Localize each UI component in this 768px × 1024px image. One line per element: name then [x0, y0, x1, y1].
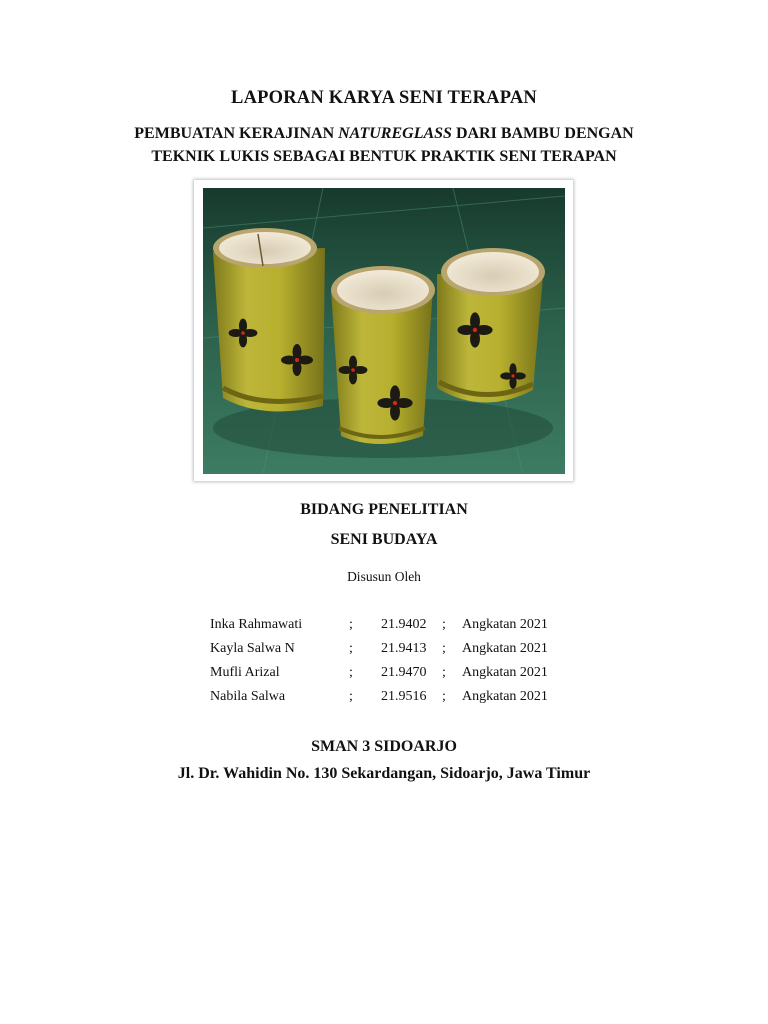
member-row	[0, 617, 768, 641]
separator: ;	[442, 617, 446, 632]
member-row	[0, 641, 768, 665]
separator: ;	[442, 641, 446, 656]
member-cohort: Angkatan 2021	[462, 641, 548, 656]
subtitle-part-1: PEMBUATAN KERAJINAN	[134, 125, 339, 142]
separator: ;	[349, 689, 353, 704]
member-nis: 21.9402	[381, 617, 427, 632]
member-name: Kayla Salwa N	[210, 641, 295, 656]
separator: ;	[349, 665, 353, 680]
member-cohort: Angkatan 2021	[462, 665, 548, 680]
report-subtitle	[0, 122, 768, 168]
research-field-label: BIDANG PENELITIAN	[300, 501, 468, 518]
member-cohort: Angkatan 2021	[462, 617, 548, 632]
member-nis: 21.9470	[381, 665, 427, 680]
school-address: Jl. Dr. Wahidin No. 130 Sekardangan, Sidoarjo, Jawa Timur	[177, 765, 591, 782]
member-cohort: Angkatan 2021	[462, 689, 548, 704]
subtitle-line-1	[0, 122, 768, 145]
member-nis: 21.9413	[381, 641, 427, 656]
member-name: Nabila Salwa	[210, 689, 286, 704]
compiled-by-label: Disusun Oleh	[347, 569, 421, 584]
separator: ;	[442, 689, 446, 704]
member-nis: 21.9516	[381, 689, 427, 704]
bamboo-cup-middle	[331, 266, 435, 444]
subtitle-line-2: TEKNIK LUKIS SEBAGAI BENTUK PRAKTIK SENI TERAPAN	[151, 148, 617, 165]
member-row	[0, 665, 768, 689]
bamboo-cups-photo	[203, 188, 565, 474]
member-name: Inka Rahmawati	[210, 617, 303, 632]
subtitle-part-2: DARI BAMBU DENGAN	[451, 125, 634, 142]
research-field-value: SENI BUDAYA	[330, 531, 438, 548]
report-title: LAPORAN KARYA SENI TERAPAN	[231, 88, 537, 108]
bamboo-cup-left	[213, 228, 325, 411]
member-name: Mufli Arizal	[210, 665, 280, 680]
bamboo-cup-right	[437, 248, 545, 403]
separator: ;	[442, 665, 446, 680]
member-row	[0, 689, 768, 713]
subtitle-italic-term: NATUREGLASS	[338, 125, 452, 142]
product-photo-frame	[194, 180, 573, 481]
separator: ;	[349, 617, 353, 632]
separator: ;	[349, 641, 353, 656]
school-name: SMAN 3 SIDOARJO	[311, 738, 457, 755]
